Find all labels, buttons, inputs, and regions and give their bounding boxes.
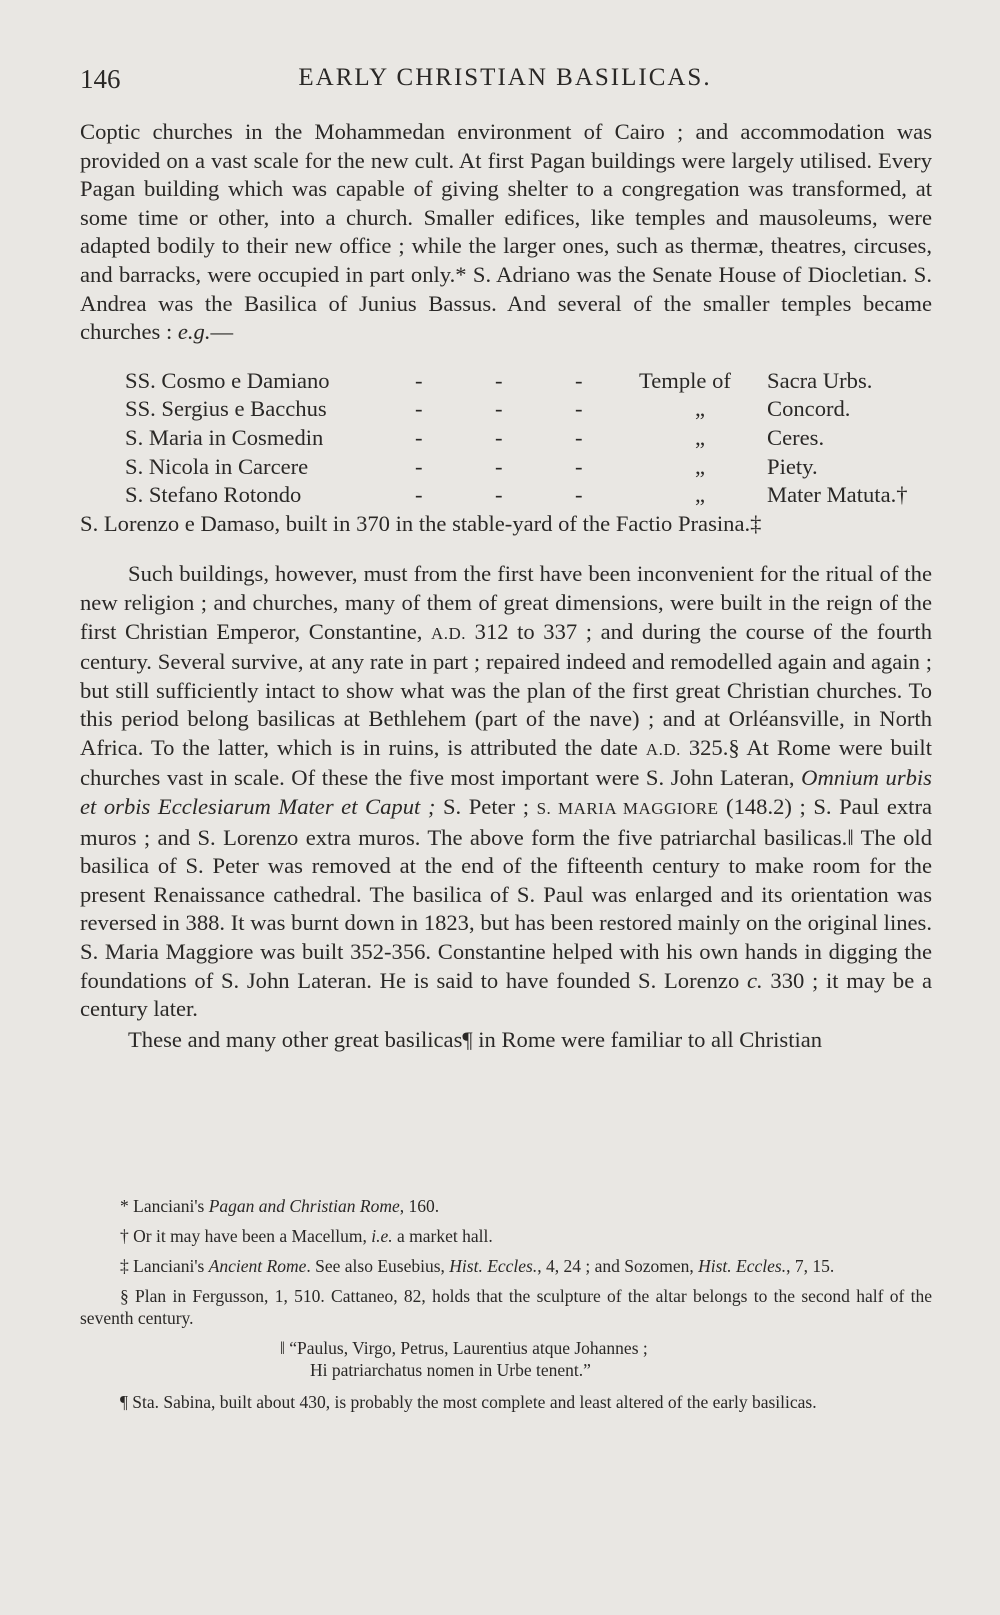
temple-name: Ceres. (767, 424, 825, 450)
footnote-text: ‡ Lanciani's (120, 1256, 205, 1276)
temple-name: Piety. (767, 453, 818, 479)
church-row (125, 424, 925, 453)
footnote-verse (80, 1337, 932, 1381)
church-row (125, 481, 925, 510)
leader-dash: - (575, 424, 583, 450)
ad-abbreviation: A.D. (430, 623, 467, 643)
footnote: ¶ Sta. Sabina, built about 430, is probably the most complete and least altered of the early basilicas. (120, 1392, 817, 1412)
footnote (80, 1195, 932, 1217)
church-row (125, 367, 925, 396)
leader-dash: - (415, 396, 423, 422)
paragraph-intro-text: Coptic churches in the Mohammedan environment of Cairo ; and accommodation was provided on a vast scale for the new cult. At first Pagan buildings were largely utilised. Every Pagan building which was capable of giving shelter to a congregation was transformed, at some time or other, into a church. Smaller edifices, like temples and mausoleums, were adapted bodily to their new office ; while the larger ones, such as thermæ, theatres, circuses, and barracks, were occupied in part only.* S. Adriano was the Senate House of Diocletian. S. Andrea was the Basilica of Junius Bassus. And several of the smaller temples became churches : (80, 119, 932, 345)
ditto-mark: „ (695, 482, 706, 508)
footnote-text: * Lanciani's (120, 1196, 205, 1216)
running-title: EARLY CHRISTIAN BASILICAS. (298, 64, 712, 91)
temple-name: Sacra Urbs. (767, 367, 873, 393)
footnote-text: a market hall. (397, 1226, 493, 1246)
footnote (80, 1255, 932, 1277)
ditto-mark: „ (695, 396, 706, 422)
leader-dash: - (575, 482, 583, 508)
paragraph-basilicas: These and many other great basilicas¶ in Rome were familiar to all Christian (128, 1026, 823, 1052)
church-name: SS. Cosmo e Damiano (125, 367, 330, 393)
paragraph-text: Such buildings, however, must from the first have been inconvenient for the ritual of the new religion ; and churches, many of them of great dimensions, were built in the reign of the first Christian Emperor, Constantine, (80, 561, 932, 644)
verse-line: ‖ “Paulus, Virgo, Petrus, Laurentius atque Johannes ; (280, 1338, 648, 1358)
ie-abbreviation: i.e. (371, 1226, 393, 1246)
footnote-text: † Or it may have been a Macellum, (120, 1226, 367, 1246)
church-row (125, 453, 925, 482)
ad-abbreviation: A.D. (645, 739, 681, 759)
leader-dash: - (415, 367, 423, 393)
leader-dash: - (415, 482, 423, 508)
footnote-text: , 160. (399, 1196, 440, 1216)
leader-dash: - (495, 367, 503, 393)
temple-name: Mater Matuta.† (767, 482, 908, 508)
leader-dash: - (495, 396, 503, 422)
temple-prefix: Temple of (639, 367, 731, 393)
paragraph-text: 325.§ At Rome were built churches vast in scale. Of these the five most important were S. John Lateran, (80, 734, 932, 791)
footnote-text: . See also Eusebius, (306, 1256, 445, 1276)
footnote (80, 1225, 932, 1247)
paragraph-text: 330 ; it may be a century later. (80, 967, 933, 1022)
eg-abbreviation: e.g. (177, 319, 211, 345)
leader-dash: - (495, 424, 503, 450)
book-title: Hist. Eccles. (698, 1256, 787, 1276)
footnote-text: , 7, 15. (786, 1256, 835, 1276)
book-title: Ancient Rome (208, 1256, 307, 1276)
verse-line: Hi patriarchatus nomen in Urbe tenent.” (310, 1360, 591, 1380)
temple-name: Concord. (767, 396, 851, 422)
book-title: Pagan and Christian Rome (208, 1196, 400, 1216)
church-name: SS. Sergius e Bacchus (125, 396, 327, 422)
leader-dash: - (495, 482, 503, 508)
paragraph-text: (148.2) ; S. Paul extra muros ; and S. Lorenzo extra muros. The above form the five patriarchal basilicas.‖ The old basilica of S. Peter was removed at the end of the fifteenth century to make room for the present Renaissance cathedral. The basilica of S. Paul was enlarged and its orientation was reversed in 388. It was burnt down in 1823, but has been restored mainly on the original lines. S. Maria Maggiore was built 352-356. Constantine helped with his own hands in digging the foundations of S. John Lateran. He is said to have founded S. Lorenzo (80, 794, 933, 993)
paragraph-text: 312 to 337 ; and during the course of the fourth century. Several survive, at any rate in part ; repaired indeed and remodelled again and again ; but still sufficiently intact to show what was the plan of the first great Christian churches. To this period belong basilicas at Bethlehem (part of the nave) ; and at Orléansville, in North Africa. To the latter, which is in ruins, is attributed the date (80, 618, 932, 760)
leader-dash: - (575, 367, 583, 393)
cross-reference: S. MARIA MAGGIORE (536, 799, 719, 819)
leader-dash: - (415, 424, 423, 450)
footnotes (80, 1195, 932, 1421)
footnote: § Plan in Fergusson, 1, 510. Cattaneo, 82, holds that the sculpture of the altar belongs to the second half of the seventh century. (80, 1286, 932, 1328)
ditto-mark: „ (695, 453, 706, 479)
footnote-text: , 4, 24 ; and Sozomen, (537, 1256, 694, 1276)
church-name: S. Stefano Rotondo (125, 482, 302, 508)
church-name: S. Nicola in Carcere (125, 453, 309, 479)
book-title: Hist. Eccles. (449, 1256, 538, 1276)
paragraph-text: S. Peter ; (442, 794, 529, 820)
leader-dash: - (495, 453, 503, 479)
ditto-mark: „ (695, 424, 706, 450)
paragraph-intro (80, 118, 932, 347)
leader-dash: - (575, 396, 583, 422)
body-text (80, 118, 932, 1054)
church-name: S. Maria in Cosmedin (125, 424, 324, 450)
page-number: 146 (80, 64, 121, 94)
paragraph-constantine (80, 560, 932, 1024)
page-header (80, 64, 930, 100)
church-list (125, 367, 925, 510)
circa-abbreviation: c. (747, 967, 763, 993)
leader-dash: - (575, 453, 583, 479)
church-row (125, 395, 925, 424)
leader-dash: - (415, 453, 423, 479)
church-list-final-line: S. Lorenzo e Damaso, built in 370 in the stable-yard of the Factio Prasina.‡ (80, 510, 762, 536)
em-dash: — (210, 319, 234, 345)
latin-title: Omnium urbis et orbis Ecclesiarum Mater et Caput ; (80, 765, 932, 820)
